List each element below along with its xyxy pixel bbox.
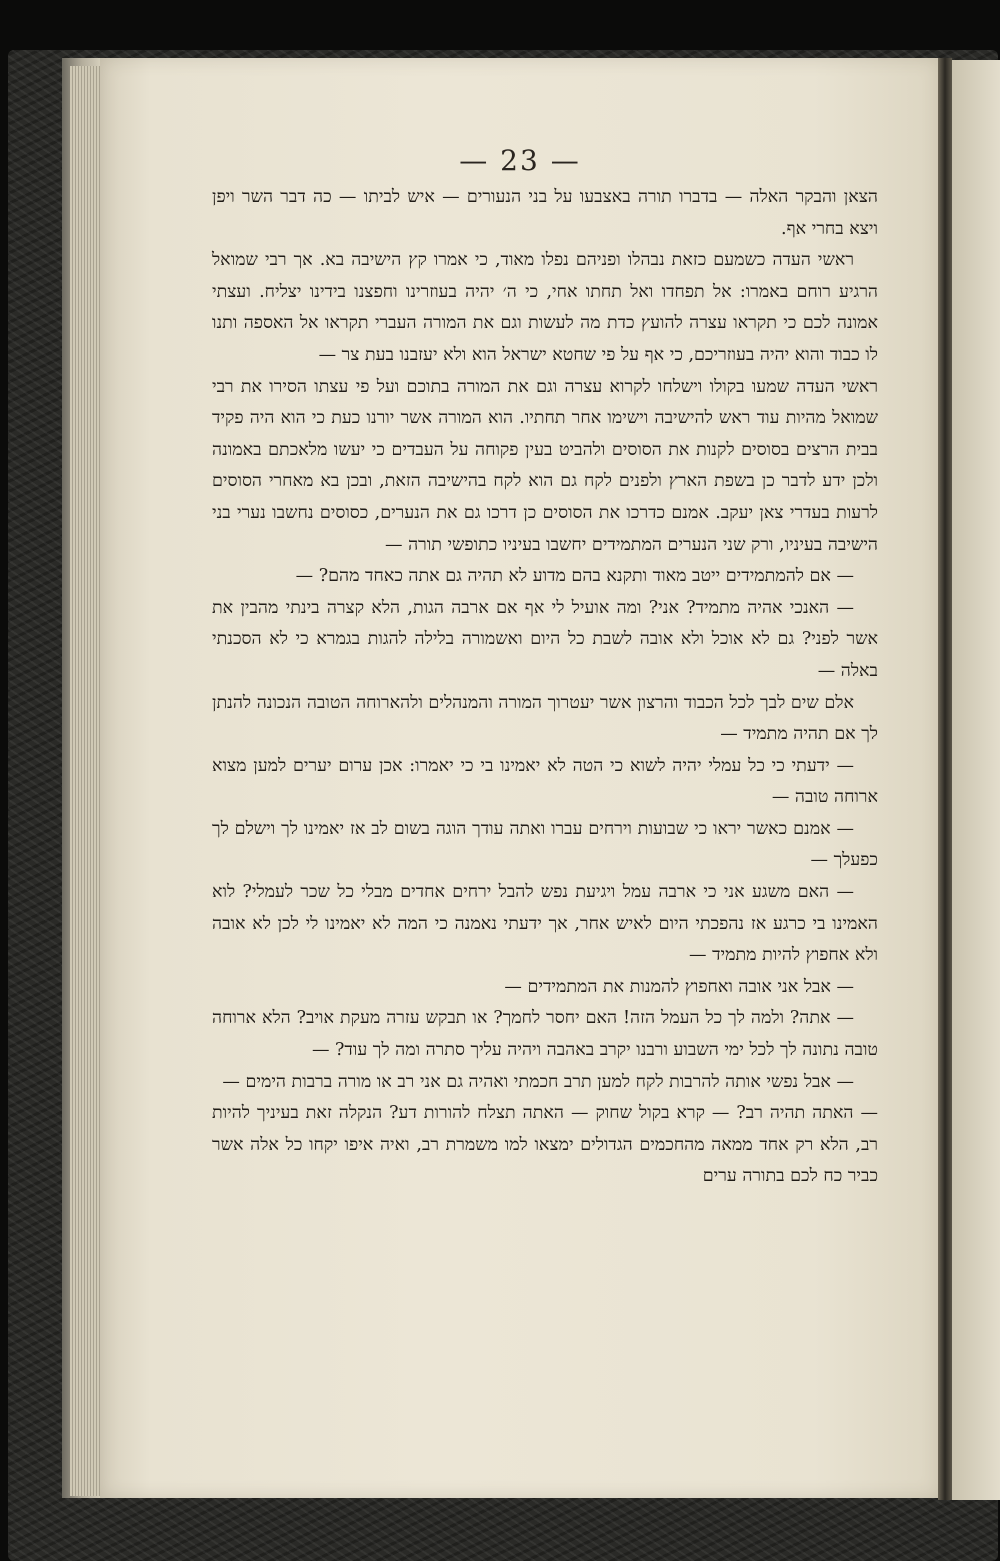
paragraph: — האנכי אהיה מתמיד? אני? ומה אועיל לי אף אם ארבה הגות, הלא קצרה בינתי מהבין את אשר לפני? גם לא אוכל ולא אובה לשבת כל היום ואשמורה בלילה להגות בגמרא כי לא הסכנתי באלה — xyxy=(212,597,878,681)
facing-page-edge xyxy=(950,60,1000,1500)
book-page xyxy=(100,58,940,1498)
paragraph: ראשי העדה כשמעם כזאת נבהלו ופניהם נפלו מאוד, כי אמרו קץ הישיבה בא. אך רבי שמואל הרגיע רוחם באמרו: אל תפחדו ואל תחתו אחי, כי ה׳ יהיה בעוזרינו וחפצנו בידינו יצליח. ועצתי אמונה לכם כי תקראו עצרה להועץ כדת מה לעשות וגם את המורה העברי תקראו אל האספה ותנו לו כבוד והוא יהיה בעוזריכם, כי אף על פי שחטא ישראל הוא ולא יעזבנו בעת צר — xyxy=(212,250,878,365)
paragraph: — אבל אני אובה ואחפוץ להמנות את המתמידים — xyxy=(504,976,854,997)
paragraph: — אמנם כאשר יראו כי שבועות וירחים עברו ואתה עודך הוגה בשום לב אז יאמינו לך וישלם לך כפעלך — xyxy=(212,818,878,871)
paragraph: — אם להמתמידים ייטב מאוד ותקנא בהם מדוע לא תהיה גם אתה כאחד מהם? — xyxy=(295,566,854,587)
book-gutter xyxy=(938,58,952,1500)
paragraph: ראשי העדה שמעו בקולו וישלחו לקרוא עצרה וגם את המורה בתוכם ועל פי עצתו הסירו את רבי שמואל מהיות עוד ראש להישיבה וישימו אחר תחתיו. הוא המורה אשר יורנו כעת כי הוא היה פקיד בבית הרצים בסוסים לקנות את הסוסים ולהביט בעין פקוחה על העבדים כי יעשו מלאכתם באמונה ולכן ידע לדבר כן בשפת הארץ ולפנים לקח גם הוא לקח בהישיבה הזאת, ובכן בא מאחרי הסוסים לרעות בעדרי צאן יעקב. אמנם כדרכו את הסוסים כן דרכו גם את הנערים, כסוסים נחשבו נערי בני הישיבה בעיניו, ורק שני הנערים המתמידים יחשבו בעיניו כתופשי תורה — xyxy=(212,376,878,555)
page-number: — 23 — xyxy=(459,144,581,177)
paragraph: הצאן והבקר האלה — בדברו תורה באצבעו על בני הנעורים — איש לביתו — כה דבר השר ויפן ויצא בחרי אף. xyxy=(212,187,878,239)
page-text xyxy=(212,182,878,1193)
paragraph: — ידעתי כי כל עמלי יהיה לשוא כי הטה לא יאמינו בי כי יאמרו: אכן ערום יערים למען מצוא ארוחה טובה — xyxy=(212,755,878,808)
paragraph: — אתה? ולמה לך כל העמל הזה! האם יחסר לחמך? או תבקש עזרה מעקת אויב? הלא ארוחה טובה נתונה לך לכל ימי השבוע ורבנו יקרב באהבה ויהיה עליך סתרה ומה לך עוד? — xyxy=(212,1008,878,1061)
paragraph: — האם משגע אני כי ארבה עמל ויגיעת נפש להבל ירחים אחדים מבלי כל שכר לעמלי? לוא האמינו בי כרגע אז נהפכתי היום לאיש אחר, אך ידעתי נאמנה כי המה לא יאמינו לי לכן לא אובה ולא אחפוץ להיות מתמיד — xyxy=(212,882,878,966)
paragraph: — האתה תהיה רב? — קרא בקול שחוק — האתה תצלח להורות דע? הנקלה זאת בעיניך להיות רב, הלא רק אחד ממאה מהחכמים הגדולים ימצאו למו משמרת רב, ואיה איפו יקחו כל אלה אשר כביר כח לכם בתורה ערים xyxy=(212,1103,878,1187)
paragraph: אלם שים לבך לכל הכבוד והרצון אשר יעטרוך המורה והמנהלים ולהארוחה הטובה הנכונה להנתן לך אם תהיה מתמיד — xyxy=(212,692,878,745)
paragraph: — אבל נפשי אותה להרבות לקח למען תרב חכמתי ואהיה גם אני רב או מורה ברבות הימים — xyxy=(222,1071,854,1092)
